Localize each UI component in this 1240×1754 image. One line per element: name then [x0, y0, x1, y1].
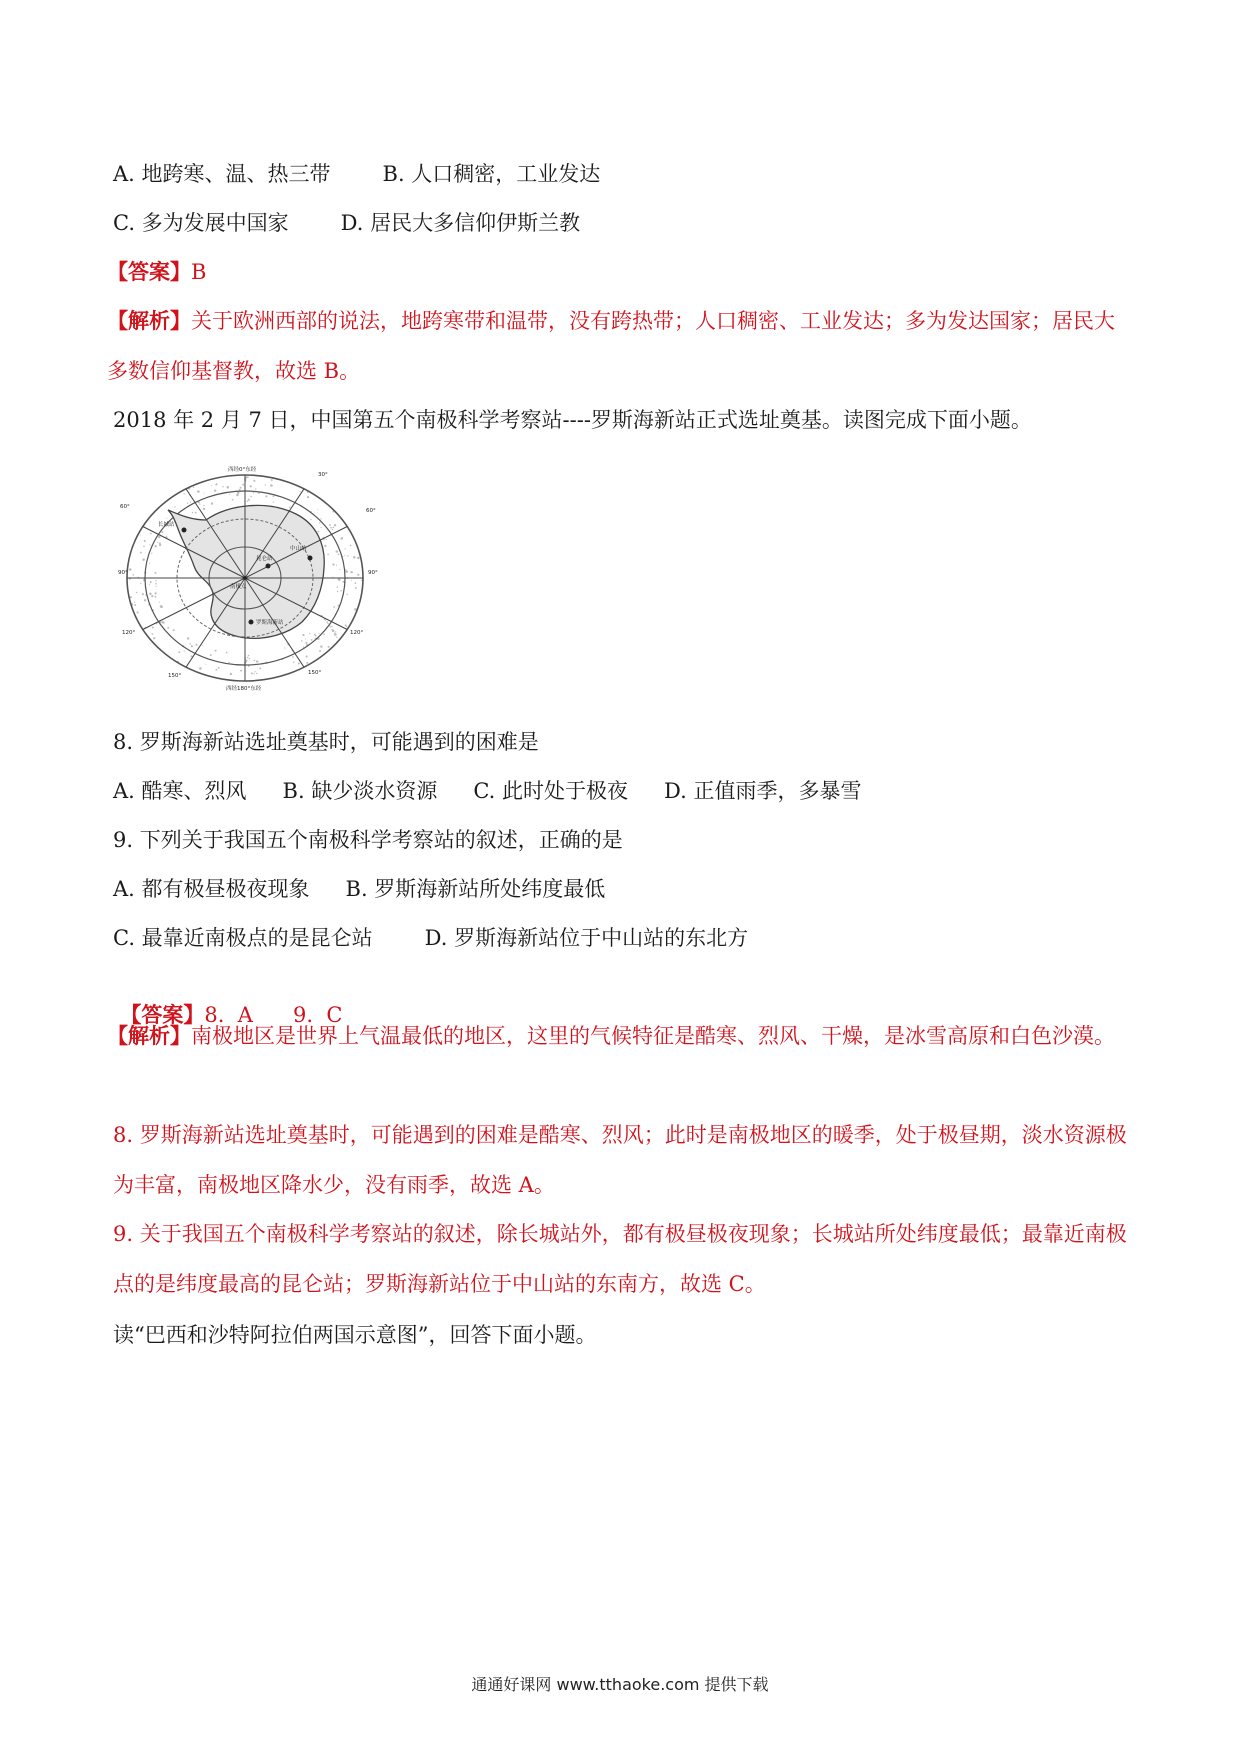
- map-speckle-dot: [247, 657, 249, 659]
- map-speckle-dot: [305, 642, 307, 644]
- map-speckle-dot: [155, 583, 157, 585]
- map-speckle-dot: [214, 489, 216, 491]
- map-speckle-dot: [211, 502, 213, 504]
- map-speckle-dot: [259, 667, 261, 669]
- map-speckle-dot: [155, 596, 157, 598]
- map-speckle-dot: [310, 519, 311, 520]
- map-speckle-dot: [330, 627, 331, 628]
- map-speckle-dot: [306, 662, 308, 664]
- map-speckle-dot: [161, 621, 163, 623]
- map-speckle-dot: [155, 572, 157, 574]
- map-speckle-dot: [270, 484, 272, 486]
- map-speckle-dot: [132, 574, 134, 576]
- map-speckle-dot: [173, 629, 175, 631]
- map-speckle-dot: [289, 506, 291, 508]
- map-speckle-dot: [341, 537, 344, 540]
- map-speckle-dot: [337, 591, 338, 592]
- map-label-120w: 120°: [122, 630, 136, 636]
- map-speckle-dot: [140, 583, 141, 584]
- map-speckle-dot: [334, 524, 336, 526]
- page-footer: 通通好课网 www.tthaoke.com 提供下载: [471, 1675, 769, 1694]
- map-speckle-dot: [215, 483, 217, 485]
- map-speckle-dot: [183, 493, 184, 494]
- map-label-pole: 南极点: [230, 584, 247, 590]
- map-speckle-dot: [324, 545, 326, 547]
- map-speckle-dot: [339, 569, 340, 570]
- answer-1: [107, 258, 206, 286]
- map-speckle-dot: [332, 529, 333, 530]
- q7-options-row-1: [113, 160, 600, 188]
- map-speckle-dot: [328, 623, 329, 624]
- map-speckle-dot: [330, 527, 332, 529]
- analysis-2: [107, 1011, 1127, 1061]
- map-speckle-dot: [352, 572, 353, 573]
- answer-1-value: B: [191, 260, 207, 284]
- map-speckle-dot: [273, 502, 274, 503]
- analysis-1: [107, 296, 1127, 396]
- south-pole-marker: [243, 576, 247, 580]
- map-speckle-dot: [329, 524, 331, 526]
- map-speckle-dot: [151, 595, 153, 597]
- map-speckle-dot: [130, 596, 132, 598]
- map-speckle-dot: [199, 667, 202, 670]
- q8-stem: 8. 罗斯海新站选址奠基时，可能遇到的困难是: [113, 730, 539, 754]
- map-label-60e: 60°: [366, 508, 376, 514]
- map-speckle-dot: [332, 630, 335, 633]
- q9-option-d: D. 罗斯海新站位于中山站的东北方: [424, 926, 749, 950]
- map-speckle-dot: [253, 492, 254, 493]
- map-speckle-dot: [199, 503, 200, 504]
- map-speckle-dot: [353, 556, 355, 558]
- map-label-120e: 120°: [350, 630, 364, 636]
- map-speckle-dot: [158, 536, 160, 538]
- map-speckle-dot: [215, 650, 217, 652]
- map-speckle-dot: [350, 545, 352, 547]
- map-speckle-dot: [189, 643, 191, 645]
- station-zhongshan-marker: [308, 556, 313, 561]
- map-speckle-dot: [195, 512, 197, 514]
- map-label-90e: 90°: [368, 570, 378, 576]
- map-speckle-dot: [342, 581, 344, 583]
- map-speckle-dot: [240, 487, 242, 489]
- map-speckle-dot: [129, 568, 132, 571]
- map-speckle-dot: [346, 594, 347, 595]
- map-speckle-dot: [333, 606, 335, 608]
- map-label-30e: 30°: [318, 472, 328, 478]
- map-speckle-dot: [152, 626, 154, 628]
- map-speckle-dot: [242, 484, 244, 486]
- map-speckle-dot: [187, 503, 188, 504]
- map-speckle-dot: [192, 512, 193, 513]
- map-speckle-dot: [228, 662, 230, 664]
- map-speckle-dot: [317, 509, 318, 510]
- map-speckle-dot: [258, 492, 260, 494]
- map-speckle-dot: [299, 491, 300, 492]
- map-speckle-dot: [336, 565, 337, 566]
- map-speckle-dot: [150, 533, 152, 535]
- map-speckle-dot: [137, 611, 139, 613]
- map-speckle-dot: [284, 647, 285, 648]
- map-speckle-dot: [154, 592, 156, 594]
- map-speckle-dot: [184, 650, 185, 651]
- map-label-top: 西经0°东经: [228, 467, 257, 473]
- q8-options-row: [113, 777, 861, 805]
- q7-option-c: C. 多为发展中国家: [113, 211, 289, 235]
- q7-options-row-2: [113, 209, 580, 237]
- map-speckle-dot: [249, 658, 250, 659]
- map-speckle-dot: [240, 670, 241, 671]
- map-speckle-dot: [140, 535, 141, 536]
- analysis-1-text: 关于欧洲西部的说法，地跨寒带和温带，没有跨热带；人口稠密、工业发达；多为发达国家；居民大多数信仰基督教，故选 B。: [107, 309, 1115, 383]
- q8-option-b: B. 缺少淡水资源: [282, 779, 438, 803]
- q8-option-a: A. 酷寒、烈风: [113, 779, 247, 803]
- map-speckle-dot: [155, 580, 156, 581]
- map-label-rossnew: 罗斯海新站: [256, 620, 284, 626]
- map-speckle-dot: [302, 634, 304, 636]
- map-speckle-dot: [355, 582, 357, 584]
- map-speckle-dot: [311, 639, 313, 641]
- q9-option-a: A. 都有极昼极夜现象: [113, 877, 310, 901]
- map-speckle-dot: [166, 518, 167, 519]
- map-speckle-dot: [334, 633, 336, 635]
- map-speckle-dot: [191, 655, 193, 657]
- map-speckle-dot: [326, 622, 328, 624]
- map-speckle-dot: [253, 660, 255, 662]
- map-speckle-dot: [150, 581, 152, 583]
- map-speckle-dot: [190, 502, 191, 503]
- map-speckle-dot: [204, 493, 205, 494]
- map-speckle-dot: [227, 486, 230, 489]
- map-speckle-dot: [203, 505, 204, 506]
- map-speckle-dot: [159, 544, 161, 546]
- map-speckle-dot: [305, 639, 306, 640]
- explain-9: 9. 关于我国五个南极科学考察站的叙述，除长城站外，都有极昼极夜现象；长城站所处纬度最低；最靠近南极点的是纬度最高的昆仑站；罗斯海新站位于中山站的东南方，故选 C。: [113, 1222, 1127, 1296]
- station-kunlun-marker: [266, 564, 271, 569]
- map-speckle-dot: [230, 673, 232, 675]
- map-speckle-dot: [149, 592, 152, 595]
- map-speckle-dot: [338, 554, 340, 556]
- map-speckle-dot: [134, 604, 136, 606]
- q9-option-b: B. 罗斯海新站所处纬度最低: [345, 877, 606, 901]
- map-speckle-dot: [273, 495, 275, 497]
- answer-2-value: 8. A 9. C: [204, 1003, 343, 1027]
- map-speckle-dot: [229, 494, 230, 495]
- intro-brazil-saudi: 读“巴西和沙特阿拉伯两国示意图”，回答下面小题。: [113, 1323, 597, 1347]
- q9-stem: 9. 下列关于我国五个南极科学考察站的叙述，正确的是: [113, 828, 623, 852]
- map-speckle-dot: [222, 486, 223, 487]
- station-rossnew-marker: [249, 620, 254, 625]
- map-speckle-dot: [140, 552, 142, 554]
- map-speckle-dot: [167, 627, 169, 629]
- map-speckle-dot: [257, 661, 259, 663]
- map-label-zhongshan: 中山站: [290, 546, 307, 552]
- map-speckle-dot: [174, 506, 175, 507]
- map-speckle-dot: [306, 655, 308, 657]
- map-speckle-dot: [149, 544, 150, 545]
- map-speckle-dot: [340, 590, 342, 592]
- map-speckle-dot: [335, 631, 336, 632]
- map-speckle-dot: [195, 644, 197, 646]
- map-speckle-dot: [251, 672, 253, 674]
- map-label-90w: 90°: [118, 570, 128, 576]
- map-speckle-dot: [345, 570, 348, 573]
- map-speckle-dot: [253, 480, 255, 482]
- map-speckle-dot: [254, 671, 255, 672]
- map-speckle-dot: [237, 492, 239, 494]
- map-speckle-dot: [159, 602, 160, 603]
- map-speckle-dot: [239, 489, 241, 491]
- map-speckle-dot: [161, 531, 163, 533]
- map-speckle-dot: [345, 548, 346, 549]
- map-speckle-dot: [157, 542, 158, 543]
- map-speckle-dot: [346, 626, 347, 627]
- map-speckle-dot: [205, 664, 206, 665]
- map-speckle-dot: [250, 496, 252, 498]
- q7-option-d: D. 居民大多信仰伊斯兰教: [340, 211, 581, 235]
- intro-antarctic: 2018 年 2 月 7 日，中国第五个南极科学考察站----罗斯海新站正式选址奠基。读图完成下面小题。: [113, 408, 1032, 432]
- map-label-150w: 150°: [168, 673, 182, 679]
- map-speckle-dot: [136, 592, 137, 593]
- map-speckle-dot: [265, 484, 266, 485]
- map-speckle-dot: [144, 540, 146, 542]
- map-speckle-dot: [202, 645, 203, 646]
- map-speckle-dot: [298, 663, 300, 665]
- map-speckle-dot: [211, 485, 212, 486]
- map-speckle-dot: [143, 545, 145, 547]
- map-speckle-dot: [248, 655, 250, 657]
- q7-option-b: B. 人口稠密，工业发达: [382, 162, 601, 186]
- map-speckle-dot: [333, 527, 335, 529]
- map-speckle-dot: [153, 637, 155, 639]
- map-speckle-dot: [197, 490, 199, 492]
- map-speckle-dot: [320, 518, 321, 519]
- q8-option-c: C. 此时处于极夜: [473, 779, 628, 803]
- map-speckle-dot: [149, 584, 150, 585]
- station-changcheng-marker: [182, 528, 187, 533]
- map-speckle-dot: [328, 646, 330, 648]
- map-speckle-dot: [193, 487, 194, 488]
- map-speckle-dot: [256, 673, 257, 674]
- map-speckle-dot: [323, 633, 325, 635]
- map-label-kunlun: 昆仑站: [256, 556, 273, 562]
- map-speckle-dot: [307, 496, 309, 498]
- q9-options-row-2: [113, 924, 748, 952]
- map-speckle-dot: [155, 545, 157, 547]
- map-speckle-dot: [232, 499, 234, 501]
- map-speckle-dot: [327, 554, 329, 556]
- map-speckle-dot: [323, 539, 324, 540]
- q7-option-a: A. 地跨寒、温、热三带: [113, 162, 331, 186]
- map-speckle-dot: [203, 508, 205, 510]
- map-speckle-dot: [254, 673, 255, 674]
- map-speckle-dot: [134, 602, 135, 603]
- map-speckle-dot: [356, 587, 357, 588]
- map-label-60w: 60°: [120, 504, 130, 510]
- map-speckle-dot: [144, 599, 146, 601]
- analysis-2-text: 南极地区是世界上气温最低的地区，这里的气候特征是酷寒、烈风、干燥，是冰雪高原和白色沙漠。: [191, 1024, 1115, 1048]
- map-speckle-dot: [142, 593, 144, 595]
- map-speckle-dot: [319, 522, 320, 523]
- map-speckle-dot: [187, 637, 189, 639]
- analysis-2-tag: 【解析】: [107, 1023, 191, 1048]
- q8-option-d: D. 正值雨季，多暴雪: [664, 779, 862, 803]
- map-speckle-dot: [336, 637, 337, 638]
- map-speckle-dot: [357, 574, 359, 576]
- map-speckle-dot: [151, 553, 152, 554]
- map-speckle-dot: [326, 539, 327, 540]
- map-speckle-dot: [309, 633, 310, 634]
- map-speckle-dot: [247, 500, 249, 502]
- map-speckle-dot: [191, 645, 193, 647]
- map-speckle-dot: [210, 654, 212, 656]
- map-speckle-dot: [178, 651, 180, 653]
- map-speckle-dot: [320, 527, 321, 528]
- q9-option-c: C. 最靠近南极点的是昆仑站: [113, 926, 373, 950]
- antarctic-map-figure: [118, 462, 380, 694]
- map-label-changcheng: 长城站: [158, 522, 175, 528]
- map-speckle-dot: [160, 605, 163, 608]
- analysis-1-tag: 【解析】: [107, 308, 191, 333]
- map-speckle-dot: [337, 586, 338, 587]
- map-label-150e: 150°: [308, 670, 322, 676]
- map-speckle-dot: [320, 645, 322, 647]
- map-speckle-dot: [357, 557, 358, 558]
- map-speckle-dot: [218, 667, 220, 669]
- map-speckle-dot: [152, 633, 154, 635]
- answer-2-tag: 【答案】: [120, 1002, 205, 1027]
- map-speckle-dot: [248, 499, 250, 501]
- map-speckle-dot: [344, 555, 345, 556]
- map-speckle-dot: [292, 656, 294, 658]
- map-speckle-dot: [318, 633, 319, 634]
- q9-options-row-1: [113, 875, 605, 903]
- map-speckle-dot: [265, 495, 267, 497]
- map-speckle-dot: [317, 531, 319, 533]
- map-label-bottom: 西经180°东经: [226, 686, 262, 692]
- map-speckle-dot: [250, 485, 252, 487]
- map-speckle-dot: [271, 479, 273, 481]
- map-speckle-dot: [215, 669, 217, 671]
- map-speckle-dot: [255, 488, 256, 489]
- map-speckle-dot: [336, 550, 338, 552]
- answer-1-tag: 【答案】: [107, 259, 191, 284]
- map-speckle-dot: [156, 586, 157, 587]
- map-speckle-dot: [293, 661, 294, 662]
- map-speckle-dot: [245, 476, 247, 478]
- map-speckle-dot: [142, 558, 145, 561]
- explain-8: 8. 罗斯海新站选址奠基时，可能遇到的困难是酷寒、烈风；此时是南极地区的暖季，处于极昼期，淡水资源极为丰富，南极地区降水少，没有雨季，故选 A。: [113, 1123, 1127, 1197]
- map-speckle-dot: [301, 640, 303, 642]
- map-speckle-dot: [332, 563, 334, 565]
- map-speckle-dot: [319, 650, 321, 652]
- map-speckle-dot: [315, 635, 317, 637]
- map-speckle-dot: [338, 579, 341, 582]
- map-speckle-dot: [331, 626, 332, 627]
- map-speckle-dot: [351, 580, 352, 581]
- map-speckle-dot: [325, 620, 326, 621]
- map-speckle-dot: [149, 563, 150, 564]
- map-speckle-dot: [347, 555, 349, 557]
- map-speckle-dot: [226, 652, 228, 654]
